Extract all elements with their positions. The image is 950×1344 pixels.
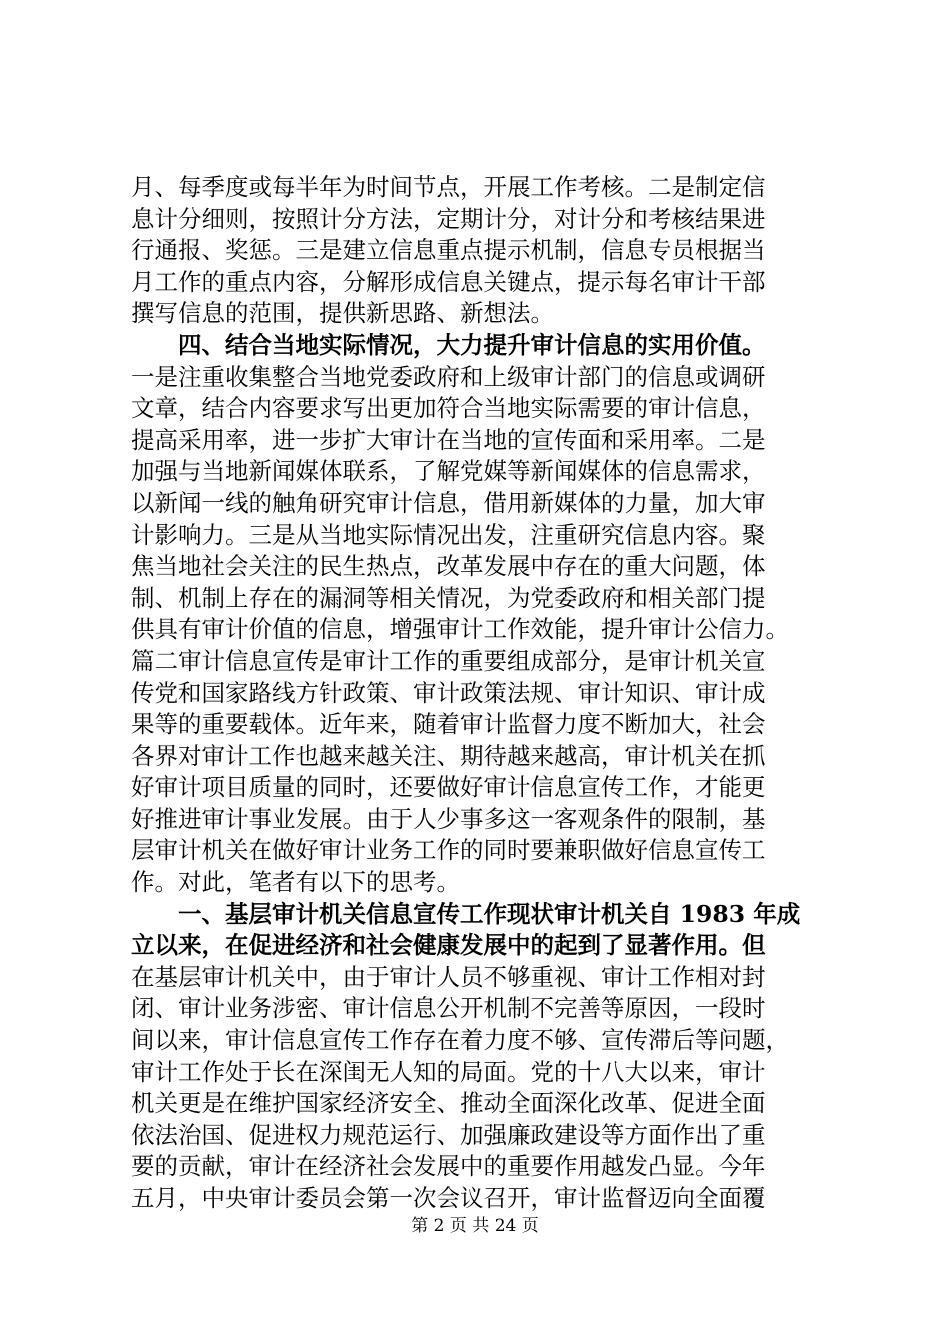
section-heading-4: 四、结合当地实际情况，大力提升审计信息的实用价值。 xyxy=(131,330,766,359)
text-line: 篇二审计信息宣传是审计工作的重要组成部分，是审计机关宣 xyxy=(131,646,766,675)
text-line: 果等的重要载体。近年来，随着审计监督力度不断加大，社会 xyxy=(131,710,766,739)
text-line: 作。对此，笔者有以下的思考。 xyxy=(131,868,460,897)
text-line: 在基层审计机关中，由于审计人员不够重视、审计工作相对封 xyxy=(131,962,766,991)
section-heading-1-continued: 立以来，在促进经济和社会健康发展中的起到了显著作用。但 xyxy=(131,931,766,960)
text-line: 息计分细则，按照计分方法，定期计分，对计分和考核结果进 xyxy=(131,204,766,233)
section-heading-1: 一、基层审计机关信息宣传工作现状审计机关自 1983 年成 xyxy=(131,899,801,928)
text-line: 文章，结合内容要求写出更加符合当地实际需要的审计信息， xyxy=(131,394,766,423)
text-line: 月、每季度或每半年为时间节点，开展工作考核。二是制定信 xyxy=(131,173,766,201)
text-line: 依法治国、促进权力规范运行、加强廉政建设等方面作出了重 xyxy=(131,1120,766,1149)
page-footer: 第 2 页 共 24 页 xyxy=(411,1216,539,1236)
text-line: 月工作的重点内容，分解形成信息关键点，提示每名审计干部 xyxy=(131,267,766,296)
text-line: 五月，中央审计委员会第一次会议召开，审计监督迈向全面覆 xyxy=(131,1184,766,1212)
text-line: 好审计项目质量的同时，还要做好审计信息宣传工作，才能更 xyxy=(131,773,766,802)
text-line: 计影响力。三是从当地实际情况出发，注重研究信息内容。聚 xyxy=(131,520,766,549)
text-line: 好推进审计事业发展。由于人少事多这一客观条件的限制，基 xyxy=(131,804,766,833)
text-line: 传党和国家路线方针政策、审计政策法规、审计知识、审计成 xyxy=(131,678,766,707)
text-line: 审计工作处于长在深闺无人知的局面。党的十八大以来，审计 xyxy=(131,1057,766,1086)
text-line: 撰写信息的范围，提供新思路、新想法。 xyxy=(131,299,554,328)
text-line: 要的贡献，审计在经济社会发展中的重要作用越发凸显。今年 xyxy=(131,1152,766,1181)
text-line: 以新闻一线的触角研究审计信息，借用新媒体的力量，加大审 xyxy=(131,488,766,517)
text-line: 层审计机关在做好审计业务工作的同时要兼职做好信息宣传工 xyxy=(131,836,766,865)
text-line: 焦当地社会关注的民生热点，改革发展中存在的重大问题，体 xyxy=(131,552,766,581)
text-line: 间以来，审计信息宣传工作存在着力度不够、宣传滞后等问题， xyxy=(131,1026,789,1055)
text-line: 闭、审计业务涉密、审计信息公开机制不完善等原因，一段时 xyxy=(131,994,766,1023)
text-line: 加强与当地新闻媒体联系，了解党媒等新闻媒体的信息需求， xyxy=(131,457,766,486)
body-text xyxy=(131,172,831,1215)
text-line: 制、机制上存在的漏洞等相关情况，为党委政府和相关部门提 xyxy=(131,583,766,612)
text-line: 提高采用率，进一步扩大审计在当地的宣传面和采用率。二是 xyxy=(131,425,766,454)
text-line: 各界对审计工作也越来越关注、期待越来越高，审计机关在抓 xyxy=(131,741,766,770)
text-line: 一是注重收集整合当地党委政府和上级审计部门的信息或调研 xyxy=(131,362,766,391)
text-line: 行通报、奖惩。三是建立信息重点提示机制，信息专员根据当 xyxy=(131,236,766,265)
text-line: 供具有审计价值的信息，增强审计工作效能，提升审计公信力。 xyxy=(131,615,789,644)
text-line: 机关更是在维护国家经济安全、推动全面深化改革、促进全面 xyxy=(131,1089,766,1118)
